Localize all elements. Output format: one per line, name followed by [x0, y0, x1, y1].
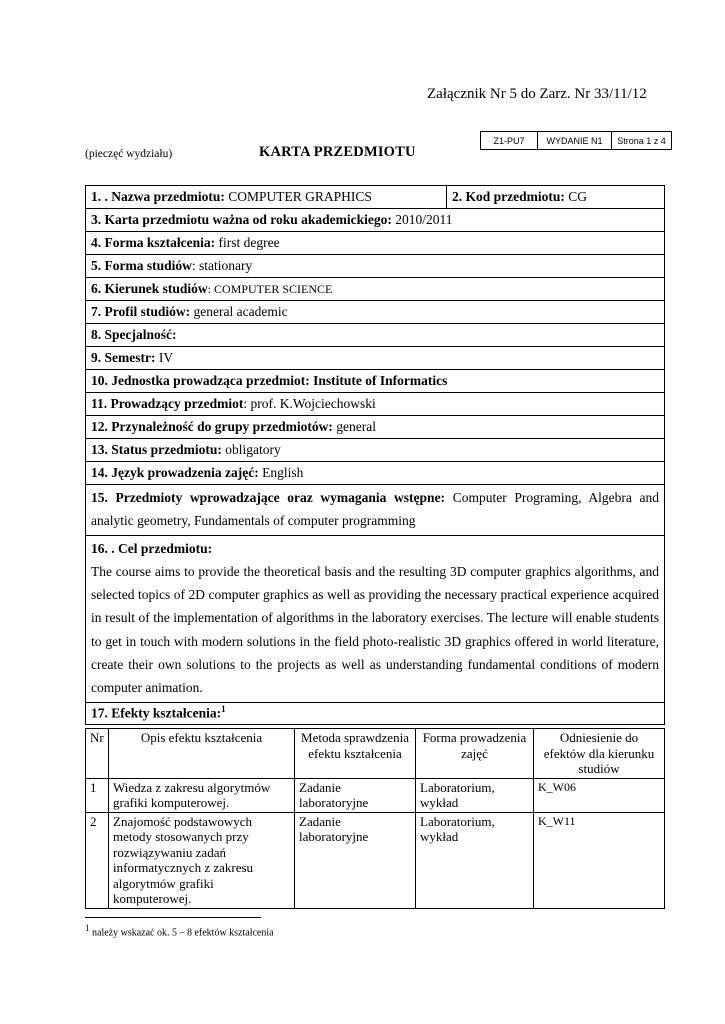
language: English [262, 465, 304, 480]
outcome-description: Wiedza z zakresu algorytmów grafiki komputerowej. [109, 778, 295, 812]
lecturer: : prof. K.Wojciechowski [243, 396, 376, 411]
field-label: 5. Forma studiów [91, 258, 192, 273]
field-row-language [86, 462, 665, 485]
edition: WYDANIE N1 [538, 132, 612, 150]
course-group: general [336, 419, 376, 434]
field-row-unit [86, 370, 665, 393]
outcome-description: Znajomość podstawowych metody stosowanych przy rozwiązywaniu zadań informatycznych z zakresu algorytmów grafiki komputerowej. [109, 812, 295, 908]
prerequisites: Computer Programing, Algebra and analytic geometry, Fundamentals of computer programming [91, 490, 659, 529]
course-code: CG [568, 189, 588, 204]
field-label: 15. Przedmioty wprowadzające oraz wymagania wstępne: [91, 490, 446, 505]
field-row-lecturer [86, 393, 665, 416]
study-form: : stationary [191, 258, 253, 273]
field-label: 3. Karta przedmiotu ważna od roku akademickiego: [91, 212, 392, 227]
field-of-study: : COMPUTER SCIENCE [207, 282, 333, 296]
field-label: 1. . Nazwa przedmiotu: [91, 189, 225, 204]
field-row-status [86, 439, 665, 462]
semester: IV [158, 350, 174, 365]
page-number: Strona 1 z 4 [612, 132, 672, 150]
education-form: first degree [218, 235, 280, 250]
table-row [86, 812, 665, 908]
course-status: obligatory [225, 442, 281, 457]
field-label: 14. Język prowadzenia zajęć: [91, 465, 259, 480]
footnote [85, 923, 274, 938]
field-row-prerequisites [86, 485, 665, 536]
faculty-stamp-label: (pieczęć wydziału) [85, 148, 173, 160]
col-header-method: Metoda sprawdzenia efektu kształcenia [295, 729, 416, 779]
annex-reference: Załącznik Nr 5 do Zarz. Nr 33/11/12 [427, 86, 647, 102]
outcomes-header-row [86, 729, 665, 779]
field-label: 17. Efekty kształcenia: [91, 705, 222, 721]
course-info-table [85, 185, 665, 725]
study-profile: general academic [193, 304, 288, 319]
outcome-form: Laboratorium, wykład [416, 778, 534, 812]
col-header-nr: Nr [86, 729, 109, 779]
field-label: 6. Kierunek studiów [91, 281, 208, 296]
course-goal: The course aims to provide the theoretical basis and the resulting 3D computer graphics algorithms, and selected topics of 2D computer graphics as well as providing the necessary practical experience acquired in result of the implementation of algorithms in the laboratory exercises. The lecture will enable students to get in touch with modern solutions in the field photo-realistic 3D graphics offered in world literature, create their own solutions to the projects as well as understanding fundamental conditions of modern computer animation. [91, 563, 659, 696]
col-header-reference: Odniesienie do efektów dla kierunku studiów [534, 729, 665, 779]
field-label: 4. Forma kształcenia: [91, 235, 216, 250]
field-row-semester [86, 347, 665, 370]
field-row-study-form [86, 255, 665, 278]
field-row-course-goal [86, 535, 665, 702]
footnote-ref: 1 [221, 704, 226, 715]
field-row-course-group [86, 416, 665, 439]
outcome-nr: 2 [86, 812, 109, 908]
outcome-method: Zadanie laboratoryjne [295, 812, 416, 908]
field-label: 12. Przynależność do grupy przedmiotów: [91, 419, 333, 434]
field-label: 16. . Cel przedmiotu: [91, 540, 213, 556]
field-row-valid-year [86, 209, 665, 232]
outcome-reference: K_W06 [534, 778, 665, 812]
field-row-learning-outcomes [86, 702, 665, 724]
field-label: 13. Status przedmiotu: [91, 442, 222, 457]
outcome-method: Zadanie laboratoryjne [295, 778, 416, 812]
field-row-education-form [86, 232, 665, 255]
footnote-number: 1 [85, 923, 90, 933]
field-label: 10. Jednostka prowadząca przedmiot: Institute of Informatics [91, 373, 448, 388]
field-label: 2. Kod przedmiotu: [452, 189, 565, 204]
document-reference-box [480, 131, 672, 150]
col-header-description: Opis efektu kształcenia [109, 729, 295, 779]
footnote-divider [85, 917, 261, 918]
valid-year: 2010/2011 [395, 212, 453, 227]
outcome-nr: 1 [86, 778, 109, 812]
footnote-text: należy wskazać ok. 5 – 8 efektów kształcenia [92, 927, 274, 939]
learning-outcomes-table [85, 728, 665, 909]
outcome-form: Laboratorium, wykład [416, 812, 534, 908]
field-row-specialty [86, 324, 665, 347]
ref-code: Z1-PU7 [481, 132, 538, 150]
field-label: 9. Semestr: [91, 350, 156, 365]
col-header-form: Forma prowadzenia zajęć [416, 729, 534, 779]
field-label: 11. Prowadzący przedmiot [91, 396, 244, 411]
card-title: KARTA PRZEDMIOTU [259, 144, 416, 160]
field-row-study-profile [86, 301, 665, 324]
field-label: 8. Specjalność: [91, 327, 177, 342]
table-row [86, 778, 665, 812]
field-label: 7. Profil studiów: [91, 304, 191, 319]
course-name: COMPUTER GRAPHICS [228, 189, 372, 204]
field-row-field-of-study [86, 278, 665, 301]
field-row-course-name [86, 186, 665, 209]
outcome-reference: K_W11 [534, 812, 665, 908]
